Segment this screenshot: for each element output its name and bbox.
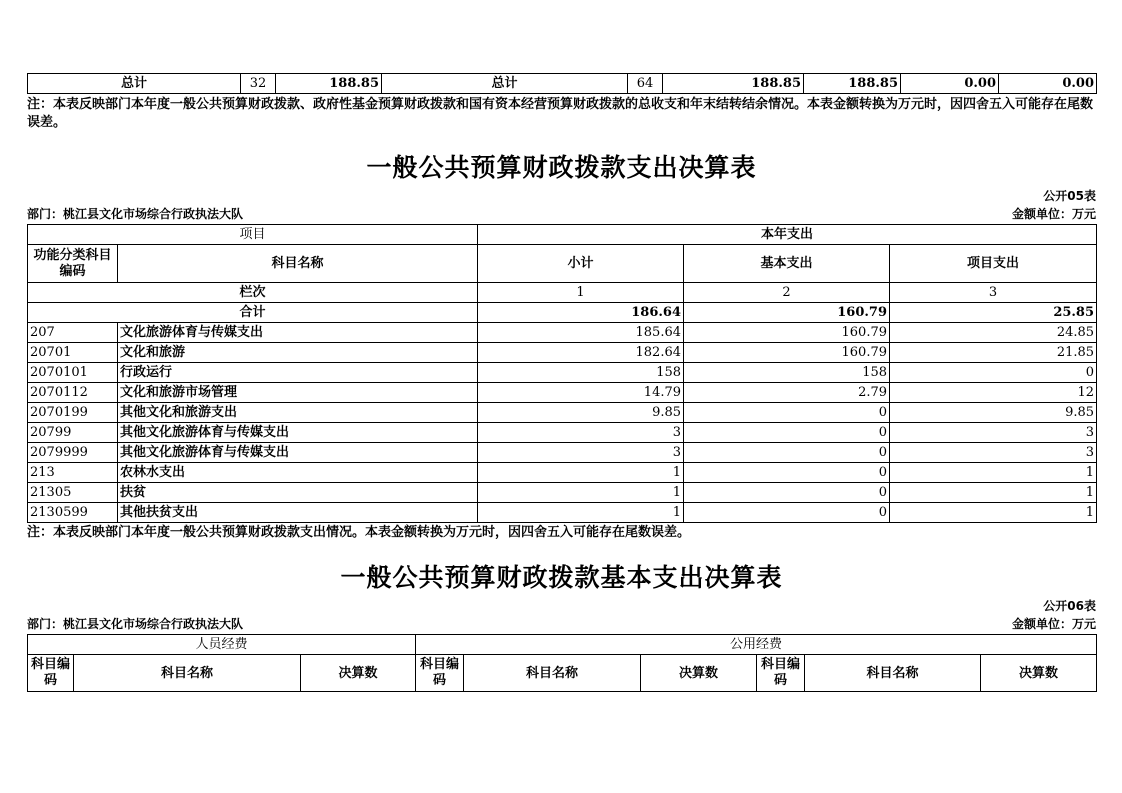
- summary-value-4: 0.00: [901, 74, 999, 94]
- table05-row: [28, 503, 1097, 523]
- table05-cell-basic: 0: [684, 403, 890, 423]
- table05-unit: 金额单位：万元: [1011, 207, 1096, 221]
- table05-cell-basic: 160.79: [684, 323, 890, 343]
- table06-h-code-1: 科目编码: [28, 655, 74, 692]
- table05-header-row-1: [28, 225, 1097, 245]
- table06-h-code-3: 科目编码: [757, 655, 805, 692]
- table05-cell-subtotal: 14.79: [478, 383, 684, 403]
- table05-cell-code: 2070199: [28, 403, 118, 423]
- table05-header-project: 项目: [28, 225, 478, 245]
- table06-code: 公开06表: [1043, 599, 1096, 613]
- table05-cell-basic: 0: [684, 423, 890, 443]
- table06-h-amount-3: 决算数: [981, 655, 1097, 692]
- table05-cell-subtotal: 3: [478, 423, 684, 443]
- table05-cell-code: 2070112: [28, 383, 118, 403]
- table06-unit: 金额单位：万元: [1011, 617, 1096, 631]
- table05-cell-basic: 160.79: [684, 343, 890, 363]
- table05-cell-code: 20799: [28, 423, 118, 443]
- table05-body: [28, 323, 1097, 523]
- table05-row: [28, 483, 1097, 503]
- table05-header-basic: 基本支出: [684, 245, 890, 283]
- table06-meta: [27, 614, 1096, 632]
- table05-cell-subtotal: 1: [478, 483, 684, 503]
- table05-meta: [27, 204, 1096, 222]
- table05-cell-project: 21.85: [890, 343, 1097, 363]
- table05-cell-basic: 0: [684, 443, 890, 463]
- table05-row-col-label: 栏次: [28, 283, 478, 303]
- table05-cell-project: 3: [890, 423, 1097, 443]
- table05-colnum-1: 1: [478, 283, 684, 303]
- table05-cell-basic: 158: [684, 363, 890, 383]
- table05-cell-project: 0: [890, 363, 1097, 383]
- table05-cell-basic: 0: [684, 483, 890, 503]
- table06-department: 部门：桃江县文化市场综合行政执法大队: [27, 617, 244, 631]
- table06-h-name-3: 科目名称: [805, 655, 981, 692]
- table06: [27, 634, 1097, 692]
- table05-row: [28, 323, 1097, 343]
- summary-label-1: 总计: [28, 74, 241, 94]
- table05-cell-name: 农林水支出: [118, 463, 478, 483]
- table05-cell-subtotal: 1: [478, 463, 684, 483]
- table05-code: 公开05表: [1043, 189, 1096, 203]
- table05-cell-name: 其他扶贫支出: [118, 503, 478, 523]
- table05-cell-code: 2079999: [28, 443, 118, 463]
- table05-cell-name: 行政运行: [118, 363, 478, 383]
- table05-total-row: [28, 303, 1097, 323]
- table05-cell-code: 2130599: [28, 503, 118, 523]
- table05-cell-code: 21305: [28, 483, 118, 503]
- table05-cell-name: 其他文化旅游体育与传媒支出: [118, 443, 478, 463]
- table05-cell-project: 9.85: [890, 403, 1097, 423]
- table06-h-name-1: 科目名称: [74, 655, 301, 692]
- table05-colnum-3: 3: [890, 283, 1097, 303]
- table05-cell-project: 1: [890, 503, 1097, 523]
- table05-cell-name: 其他文化和旅游支出: [118, 403, 478, 423]
- table05-row: [28, 403, 1097, 423]
- table05-row: [28, 383, 1097, 403]
- table05-total-subtotal: 186.64: [478, 303, 684, 323]
- table05-cell-project: 24.85: [890, 323, 1097, 343]
- table05-row: [28, 443, 1097, 463]
- summary-value-3: 188.85: [804, 74, 901, 94]
- table06-header-personnel: 人员经费: [28, 635, 416, 655]
- table05-cell-code: 20701: [28, 343, 118, 363]
- table05-row: [28, 363, 1097, 383]
- table06-h-name-2: 科目名称: [464, 655, 641, 692]
- table05-cell-subtotal: 3: [478, 443, 684, 463]
- table05-colnum-2: 2: [684, 283, 890, 303]
- table05-cell-code: 213: [28, 463, 118, 483]
- table05-title: 一般公共预算财政拨款支出决算表: [366, 153, 757, 182]
- table05-cell-subtotal: 158: [478, 363, 684, 383]
- table05-cell-name: 其他文化旅游体育与传媒支出: [118, 423, 478, 443]
- summary-value-1: 188.85: [276, 74, 382, 94]
- table05-cell-code: 2070101: [28, 363, 118, 383]
- document-page: [27, 0, 1096, 692]
- table05-cell-code: 207: [28, 323, 118, 343]
- table05-row: [28, 343, 1097, 363]
- table05-cell-name: 文化旅游体育与传媒支出: [118, 323, 478, 343]
- table05-cell-project: 1: [890, 483, 1097, 503]
- table05-cell-project: 12: [890, 383, 1097, 403]
- table05-total-project: 25.85: [890, 303, 1097, 323]
- table05-header-row-2: [28, 245, 1097, 283]
- table05-header-name: 科目名称: [118, 245, 478, 283]
- table05-row: [28, 423, 1097, 443]
- table05-colnum-row: [28, 283, 1097, 303]
- summary-col-1: 32: [241, 74, 276, 94]
- table05-row: [28, 463, 1097, 483]
- summary-table: [27, 73, 1097, 94]
- table05-cell-subtotal: 9.85: [478, 403, 684, 423]
- table05-cell-basic: 0: [684, 463, 890, 483]
- table05-cell-name: 文化和旅游: [118, 343, 478, 363]
- table06-h-amount-2: 决算数: [641, 655, 757, 692]
- table06-title: 一般公共预算财政拨款基本支出决算表: [340, 563, 783, 592]
- table05-department: 部门：桃江县文化市场综合行政执法大队: [27, 207, 244, 221]
- summary-value-2: 188.85: [663, 74, 804, 94]
- table05-cell-basic: 0: [684, 503, 890, 523]
- table05-cell-subtotal: 1: [478, 503, 684, 523]
- table06-header-row-2: [28, 655, 1097, 692]
- table06-header-public: 公用经费: [416, 635, 1097, 655]
- summary-value-5: 0.00: [999, 74, 1097, 94]
- summary-col-2: 64: [628, 74, 663, 94]
- table05-total-basic: 160.79: [684, 303, 890, 323]
- table05-cell-basic: 2.79: [684, 383, 890, 403]
- table05-total-label: 合计: [28, 303, 478, 323]
- table05-cell-subtotal: 185.64: [478, 323, 684, 343]
- table05-cell-name: 文化和旅游市场管理: [118, 383, 478, 403]
- table05-cell-project: 1: [890, 463, 1097, 483]
- table05-cell-name: 扶贫: [118, 483, 478, 503]
- table06-h-amount-1: 决算数: [301, 655, 416, 692]
- table05: [27, 224, 1097, 523]
- table06-header-row-1: [28, 635, 1097, 655]
- table05-cell-subtotal: 182.64: [478, 343, 684, 363]
- table05-note: 注：本表反映部门本年度一般公共预算财政拨款支出情况。本表金额转换为万元时，因四舍五入可能存在尾数误差。: [27, 525, 691, 540]
- summary-row: [28, 74, 1097, 94]
- summary-label-2: 总计: [382, 74, 628, 94]
- table05-header-current: 本年支出: [478, 225, 1097, 245]
- table05-header-func-code: 功能分类科目编码: [28, 245, 118, 283]
- table06-h-code-2: 科目编码: [416, 655, 464, 692]
- note-summary: 注：本表反映部门本年度一般公共预算财政拨款、政府性基金预算财政拨款和国有资本经营预算财政拨款的总收支和年末结转结余情况。本表金额转换为万元时，因四舍五入可能存在尾数误差。: [27, 97, 1094, 130]
- table05-header-project-exp: 项目支出: [890, 245, 1097, 283]
- table05-header-subtotal: 小计: [478, 245, 684, 283]
- table05-cell-project: 3: [890, 443, 1097, 463]
